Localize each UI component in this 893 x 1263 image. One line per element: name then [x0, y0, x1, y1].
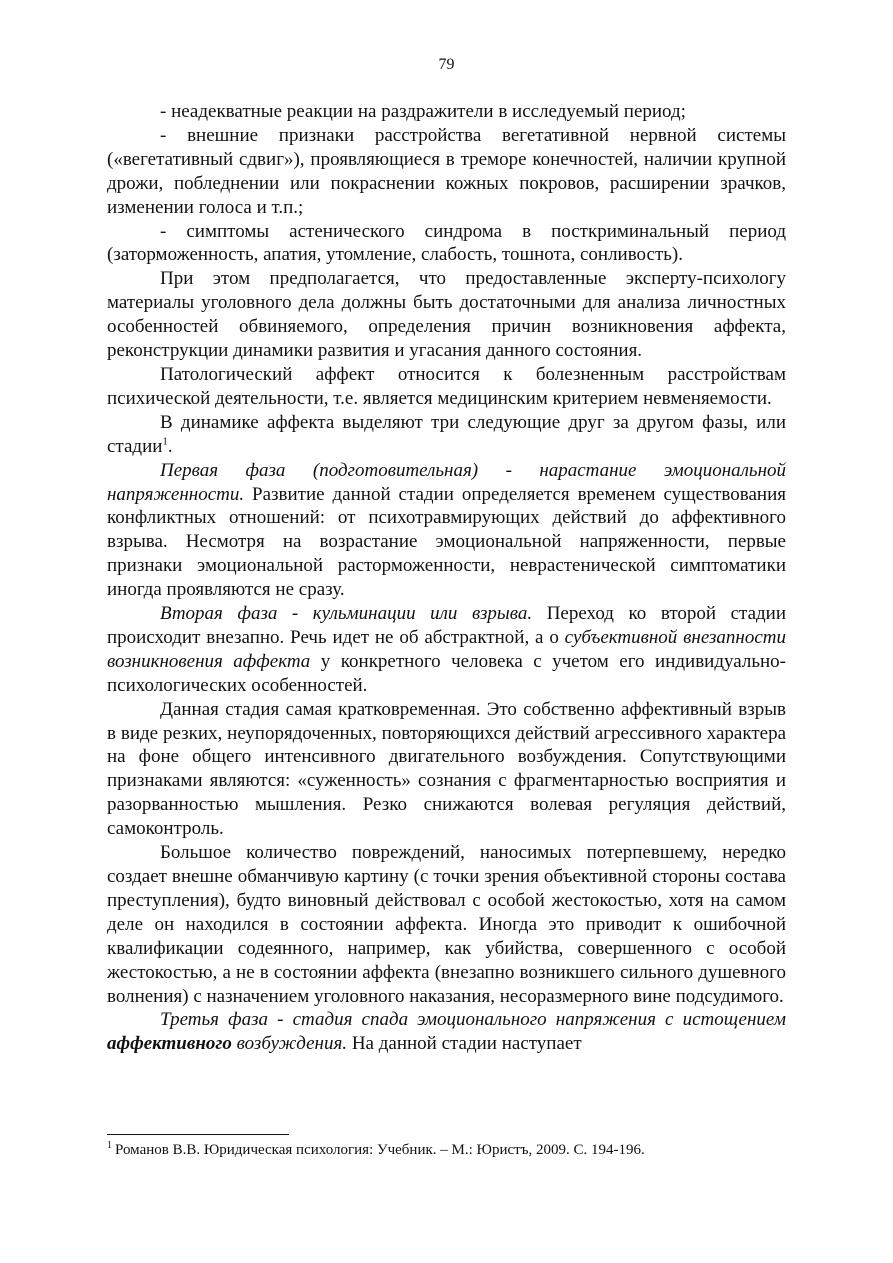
text-run: - внешние признаки расстройства вегетативной нервной системы («вегетативный сдвиг»), проявляющиеся в треморе конечностей, наличии крупной дрожи, побледнении или покраснении кожных покровов, расширении зрачков, изменении голоса и т.п.; — [107, 124, 786, 218]
paragraph — [107, 602, 786, 698]
paragraph — [107, 1008, 786, 1056]
text-run: Данная стадия самая кратковременная. Это собственно аффективный взрыв в виде резких, неупорядоченных, повторяющихся действий агрессивного характера на фоне общего интенсивного двигательного возбуждения. Сопутствующими признаками являются: «суженность» сознания с фрагментарностью восприятия и разорванностью мышления. Резко снижаются волевая регуляция действий, самоконтроль. — [107, 698, 786, 840]
paragraph — [107, 124, 786, 220]
body-text — [107, 100, 786, 1056]
footnote-reference: 1 — [162, 435, 168, 448]
footnote-divider — [107, 1134, 289, 1135]
footnote-text: Романов В.В. Юридическая психология: Учебник. – М.: Юристъ, 2009. С. 194-196. — [115, 1142, 645, 1158]
paragraph — [107, 220, 786, 268]
page-number: 79 — [438, 56, 455, 73]
text-run: субъективной внезапности возникновения аффекта — [107, 626, 786, 672]
text-run: Патологический аффект относится к болезненным расстройствам психической деятельности, т.е. является медицинским критерием невменяемости. — [107, 363, 786, 409]
text-run: - симптомы астенического синдрома в посткриминальный период (заторможенность, апатия, утомление, слабость, тошнота, сонливость). — [107, 220, 786, 266]
paragraph — [107, 100, 786, 124]
paragraph — [107, 363, 786, 411]
paragraph — [107, 698, 786, 841]
text-run: Первая фаза (подготовительная) - нарастание эмоциональной напряженности. — [107, 459, 786, 505]
text-run: При этом предполагается, что предоставленные эксперту-психологу материалы уголовного дела должны быть достаточными для анализа личностных особенностей обвиняемого, определения причин возникновения аффекта, реконструкции динамики развития и угасания данного состояния. — [107, 268, 786, 362]
footnote — [107, 1140, 786, 1160]
text-run: аффективного — [107, 1033, 232, 1055]
paragraph — [107, 411, 786, 459]
paragraph — [107, 841, 786, 1008]
text-run: В динамике аффекта выделяют три следующие друг за другом фазы, или стадии — [107, 411, 786, 457]
text-run: Переход ко второй стадии происходит внезапно. Речь идет не об абстрактной, а о — [107, 603, 786, 648]
text-run: Большое количество повреждений, наносимых потерпевшему, нередко создает внешне обманчивую картину (с точки зрения объективной стороны состава преступления), будто виновный действовал с особой жестокостью, хотя на самом деле он находился в состоянии аффекта. Иногда это приводит к ошибочной квалификации содеянного, например, как убийства, совершенного с особой жестокостью, а не в состоянии аффекта (внезапно возникшего сильного душевного волнения) с назначением уголовного наказания, несоразмерного вине подсудимого. — [107, 842, 786, 1007]
text-run: На данной стадии наступает — [347, 1033, 582, 1055]
text-run: Вторая фаза - кульминации или взрыва. — [160, 603, 533, 625]
paragraph — [107, 267, 786, 363]
text-run: у конкретного человека с учетом его индивидуально-психологических особенностей. — [107, 650, 786, 696]
text-run: . — [167, 435, 173, 457]
text-run: Развитие данной стадии определяется временем существования конфликтных отношений: от психотравмирующих действий до аффективного взрыва. Несмотря на возрастание эмоциональной напряженности, первые признаки эмоциональной расторможенности, неврастенической симптоматики иногда проявляются не сразу. — [107, 483, 786, 601]
footnote-mark: 1 — [107, 1140, 112, 1151]
text-run: - неадекватные реакции на раздражители в исследуемый период; — [160, 101, 686, 122]
paragraph — [107, 459, 786, 602]
text-run: возбуждения. — [231, 1033, 348, 1055]
text-run: Третья фаза - стадия спада эмоционального напряжения с истощением — [160, 1009, 786, 1031]
